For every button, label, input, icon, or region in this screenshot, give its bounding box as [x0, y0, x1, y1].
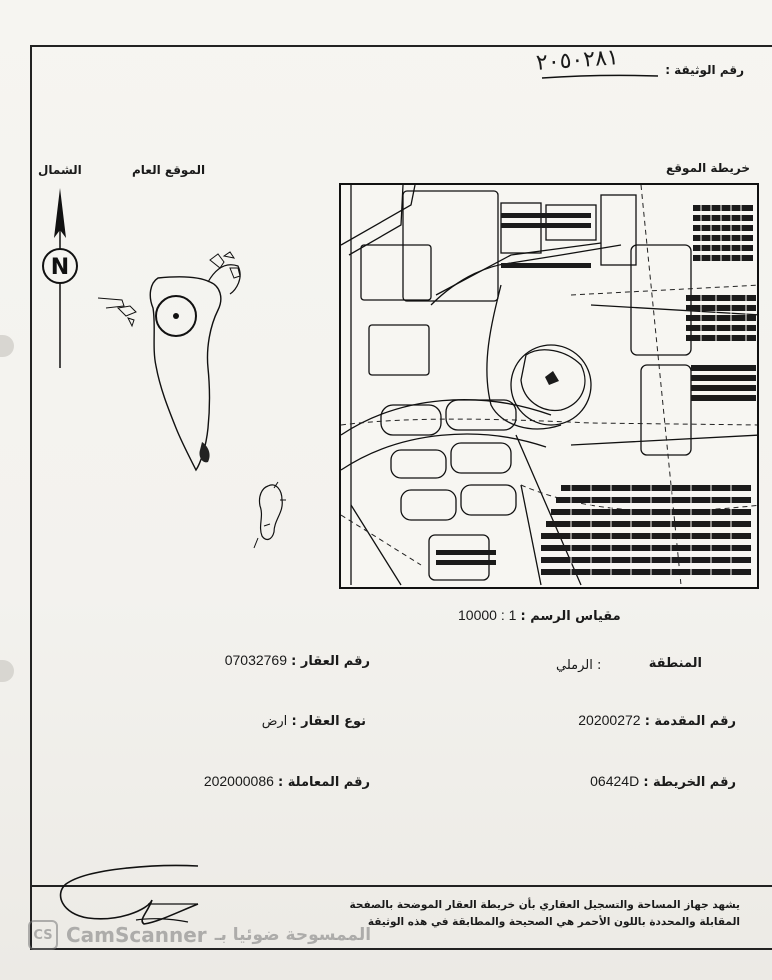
general-location-label: الموقع العام [132, 163, 206, 177]
north-label: الشمال [38, 163, 82, 177]
camscanner-text: CamScanner [66, 923, 207, 947]
property-type-value: ارض [261, 714, 288, 729]
application-number-value: 20200272 [578, 712, 641, 728]
property-number-field [225, 652, 370, 669]
document-number-label: رقم الوثيقة : [665, 63, 744, 77]
punch-hole [0, 660, 14, 682]
camscanner-watermark [28, 920, 371, 950]
area-label: المنطقة [648, 656, 702, 671]
certification-line-2: المقابلة والمحددة باللون الأحمر هي الصحيحة والمطابقة في هذه الوثيقة [367, 916, 740, 928]
scale-value: 10000 : 1 [458, 607, 517, 623]
scale-row [458, 607, 621, 624]
north-arrow-icon [38, 186, 82, 376]
handwriting-underline [540, 70, 660, 82]
site-map [339, 183, 759, 589]
document-number-handwritten: ٢٠٥٠٢٨١ [535, 45, 620, 76]
map-number-value: 06424D [590, 773, 640, 789]
map-number-field [590, 773, 736, 790]
property-number-label: رقم العقار : [291, 654, 370, 669]
camscanner-arabic: الممسوحة ضوئيا بـ [214, 925, 372, 945]
general-location-map [98, 238, 308, 568]
svg-text:N: N [50, 255, 70, 280]
area-value: : الرملي [556, 658, 602, 673]
punch-hole [0, 335, 14, 357]
transaction-number-label: رقم المعاملة : [278, 775, 370, 790]
scale-label: مقياس الرسم : [520, 609, 621, 624]
area-field [649, 656, 702, 671]
map-number-label: رقم الخريطة : [643, 775, 736, 790]
property-type-label: نوع العقار : [291, 714, 366, 729]
camscanner-icon: CS [28, 920, 58, 950]
application-number-label: رقم المقدمة : [644, 714, 736, 729]
transaction-number-field [204, 773, 370, 790]
site-map-label: خريطة الموقع [665, 161, 750, 175]
transaction-number-value: 202000086 [203, 773, 274, 789]
site-map-drawing [341, 185, 757, 587]
property-number-value: 07032769 [224, 652, 288, 668]
certification-line-1: يشهد جهاز المساحة والتسجيل العقاري بأن خريطة العقار الموضحة بالصفحة [349, 899, 740, 911]
property-type-field [262, 714, 366, 729]
application-number-field [578, 712, 736, 729]
